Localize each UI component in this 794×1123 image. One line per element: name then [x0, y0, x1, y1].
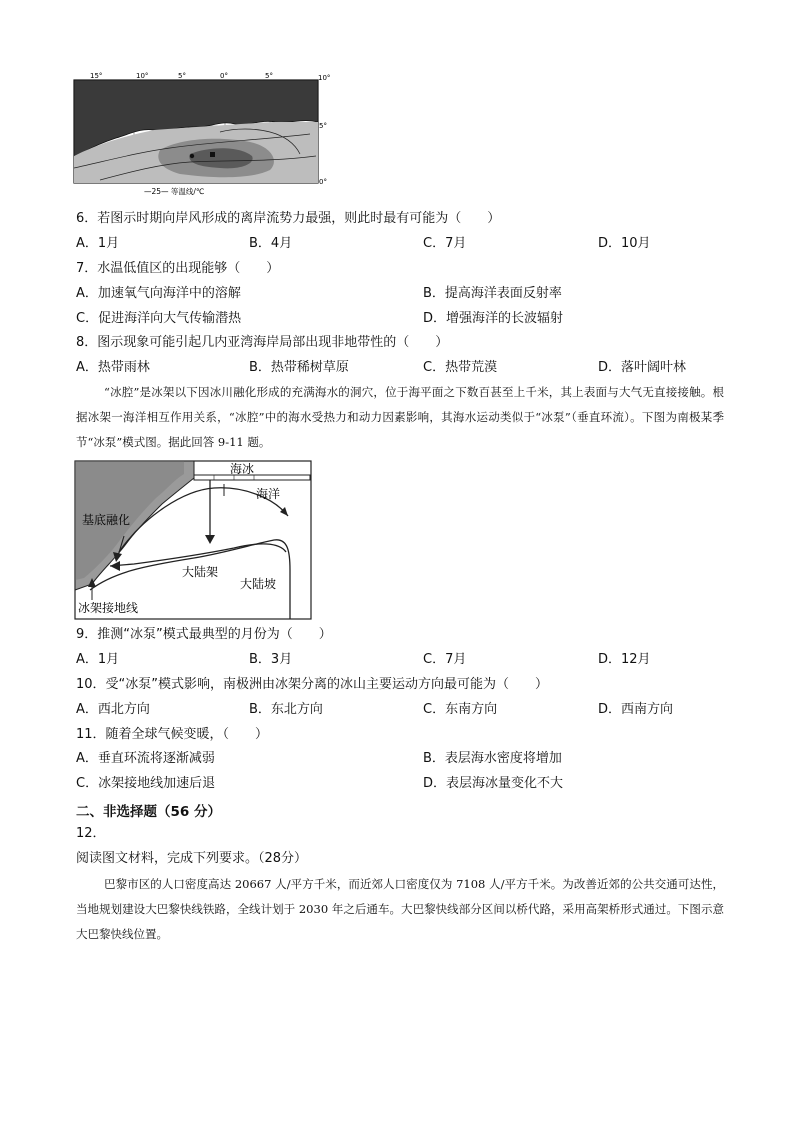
question-11-option-c[interactable]: C．冰架接地线加速后退: [76, 776, 216, 791]
question-6-option-d[interactable]: D．10月: [598, 236, 651, 251]
passage-ice-pump-text: “冰腔”是冰架以下因冰川融化形成的充满海水的洞穴，位于海平面之下数百甚至上千米，其上表面与大气无直接接触。根据冰架一海洋相互作用关系，“冰腔”中的海水受热力和动力因素影响，其海水运动类似于“冰泵”（垂直环流）。下图为南极某季节“冰泵”模式图。据此回答 9-11 题。: [76, 385, 724, 449]
lat-label: 5°: [319, 122, 327, 130]
passage-paris: [76, 872, 724, 947]
question-12-instruction: 阅读图文材料，完成下列要求。（28分）: [76, 851, 308, 866]
question-10-option-c[interactable]: C．东南方向: [423, 702, 498, 717]
question-6-option-a[interactable]: A．1月: [76, 236, 120, 251]
question-10-stem: 10．受“冰泵”模式影响，南极洲由冰架分离的冰山主要运动方向最可能为（ ）: [76, 677, 549, 692]
label-continental-shelf: 大陆架: [182, 565, 219, 579]
question-7-stem: 7．水温低值区的出现能够（ ）: [76, 261, 280, 276]
lon-label: 5°: [265, 72, 273, 80]
question-11-option-d[interactable]: D．表层海冰量变化不大: [423, 776, 564, 791]
question-9-option-b[interactable]: B．3月: [249, 652, 293, 667]
question-9-option-d[interactable]: D．12月: [598, 652, 651, 667]
question-10-option-a[interactable]: A．西北方向: [76, 702, 150, 717]
label-ocean: 海洋: [256, 487, 281, 501]
question-7-option-d[interactable]: D．增强海洋的长波辐射: [423, 311, 564, 326]
question-7-option-b[interactable]: B．提高海洋表面反射率: [423, 286, 562, 301]
lat-label: 0°: [319, 178, 327, 186]
question-9-option-a[interactable]: A．1月: [76, 652, 120, 667]
question-8-option-c[interactable]: C．热带荒漠: [423, 360, 498, 375]
lon-label: 10°: [318, 74, 331, 82]
question-6-option-b[interactable]: B．4月: [249, 236, 293, 251]
question-8-option-d[interactable]: D．落叶阔叶林: [598, 360, 687, 375]
question-8-stem: 8．图示现象可能引起几内亚湾海岸局部出现非地带性的（ ）: [76, 335, 449, 350]
ice-pump-figure: [74, 460, 312, 620]
lon-label: 10°: [136, 72, 149, 80]
question-6-option-c[interactable]: C．7月: [423, 236, 467, 251]
question-9-option-c[interactable]: C．7月: [423, 652, 467, 667]
question-10-option-b[interactable]: B．东北方向: [249, 702, 323, 717]
question-8-option-a[interactable]: A．热带雨林: [76, 360, 150, 375]
label-grounding-line: 冰架接地线: [78, 601, 139, 615]
label-sea-ice: 海冰: [230, 462, 255, 476]
passage-paris-text: 巴黎市区的人口密度高达 20667 人/平方千米，而近郊人口密度仅为 7108 人/平方千米。为改善近郊的公共交通可达性，当地规划建设大巴黎快线铁路，全线计划于 2030 年之后通车。大巴黎快线部分区间以桥代路，采用高架桥形式通过。下图示意大巴黎快线位置。: [76, 877, 724, 941]
label-continental-slope: 大陆坡: [240, 577, 277, 591]
label-basal-melt: 基底融化: [82, 513, 131, 527]
section-title: 二、非选择题（56 分）: [76, 804, 221, 820]
question-6-stem: 6．若图示时期向岸风形成的离岸流势力最强，则此时最有可能为（ ）: [76, 211, 501, 226]
lon-label: 0°: [220, 72, 228, 80]
isotherm-map: [70, 72, 340, 196]
ice-pump-diagram: [74, 460, 312, 620]
question-11-option-a[interactable]: A．垂直环流将逐渐减弱: [76, 751, 215, 766]
question-11-stem: 11．随着全球气候变暖，（ ）: [76, 727, 269, 742]
question-11-option-b[interactable]: B．表层海水密度将增加: [423, 751, 562, 766]
question-12-number: 12．: [76, 826, 106, 841]
question-7-option-a[interactable]: A．加速氧气向海洋中的溶解: [76, 286, 241, 301]
lon-label: 15°: [90, 72, 103, 80]
lon-label: 5°: [178, 72, 186, 80]
question-9-stem: 9．推测“冰泵”模式最典型的月份为（ ）: [76, 627, 332, 642]
temperature-map-figure: [70, 72, 340, 196]
question-10-option-d[interactable]: D．西南方向: [598, 702, 674, 717]
question-7-option-c[interactable]: C．促进海洋向大气传输潜热: [76, 311, 242, 326]
question-8-option-b[interactable]: B．热带稀树草原: [249, 360, 349, 375]
passage-ice-pump: [76, 380, 724, 455]
map-legend: —25— 等温线/℃: [144, 187, 205, 196]
